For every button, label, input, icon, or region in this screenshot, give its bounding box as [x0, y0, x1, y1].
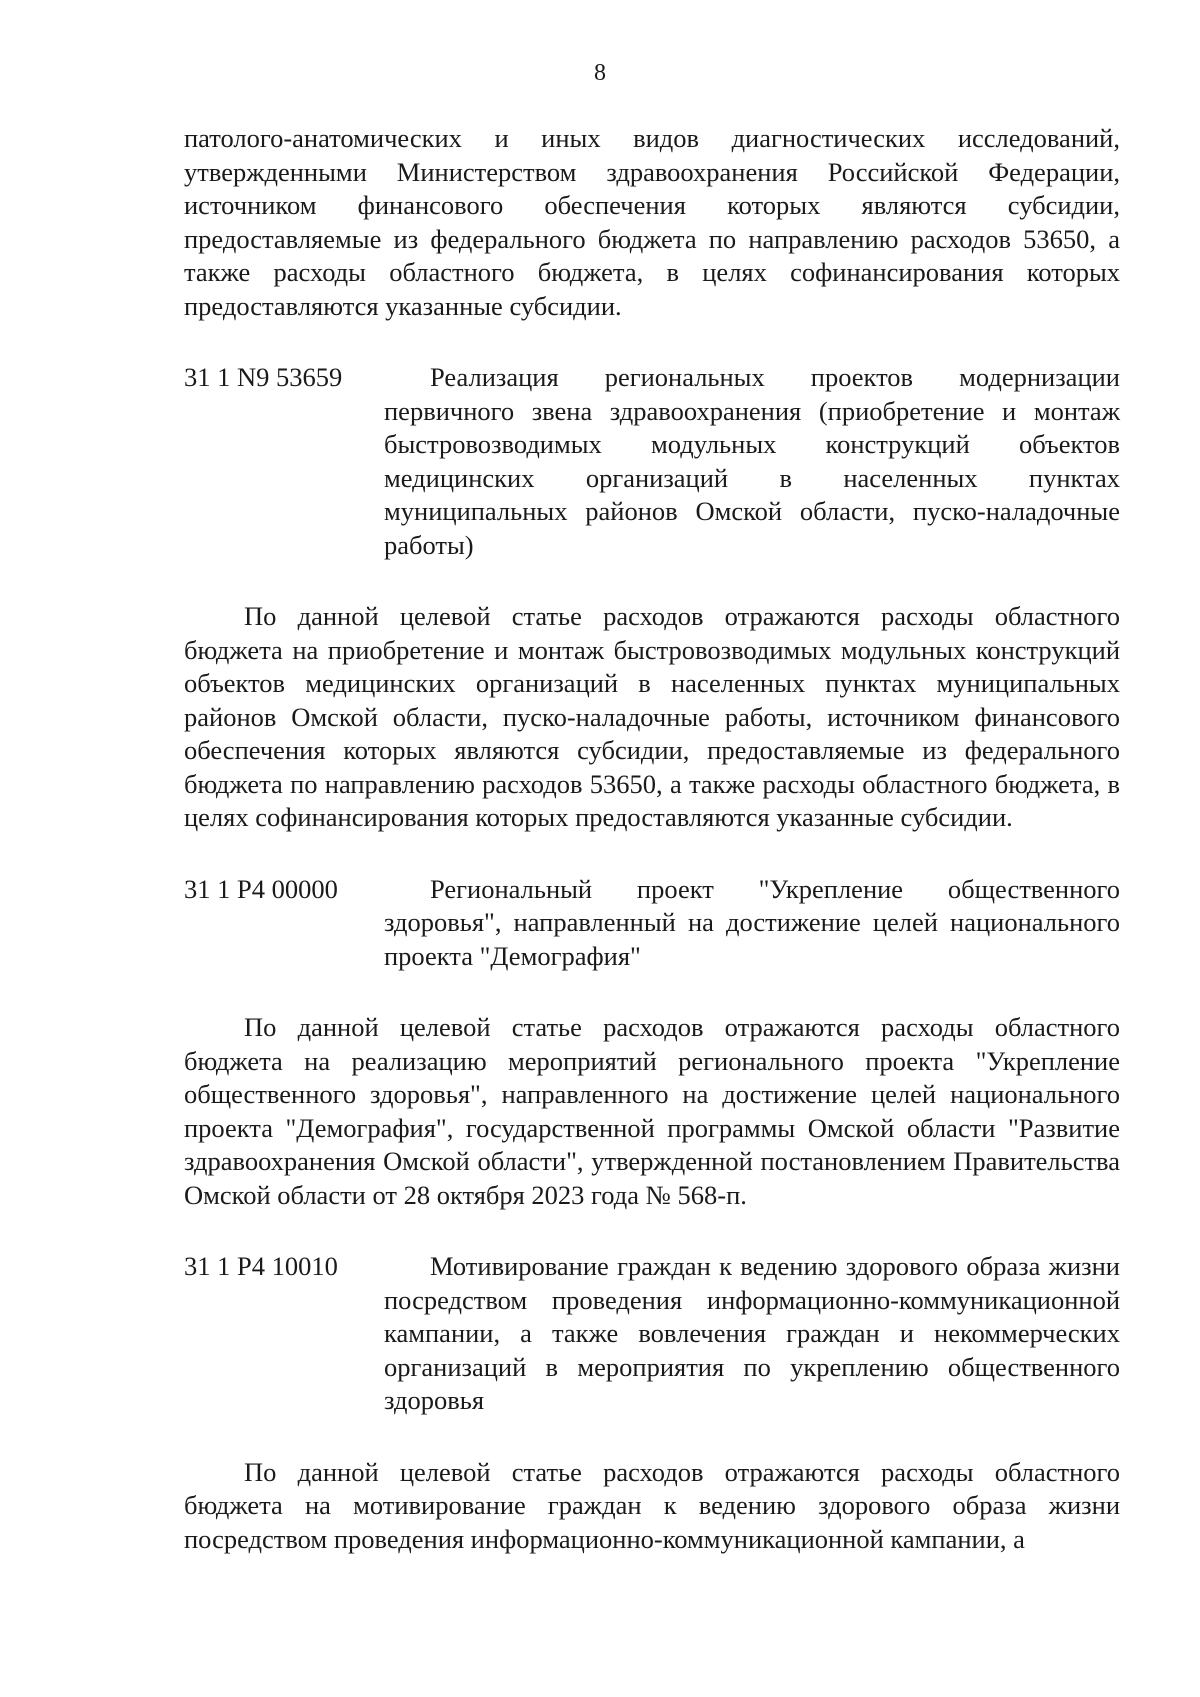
entry-code: 31 1 N9 53659 — [184, 362, 343, 392]
entry-title: Реализация региональных проектов модернизации первичного звена здравоохранения (приобретение и монтаж быстровозводимых модульных конструкций объектов медицинских организаций в населенных пунктах муниципальных районов Омской области, пуско-наладочные работы) — [384, 362, 1120, 560]
entry-description: По данной целевой статье расходов отражаются расходы областного бюджета на мотивирование граждан к ведению здорового образа жизни посредством проведения информационно-коммуникационной кампании, а — [184, 1456, 1120, 1554]
entry-title: Региональный проект "Укрепление общественного здоровья", направленный на достижение целей национального проекта "Демография" — [384, 873, 1120, 971]
entry-title: Мотивирование граждан к ведению здорового образа жизни посредством проведения информационно-коммуникационной кампании, а также вовлечения граждан и некоммерческих организаций в мероприятия по укреплению общественного здоровья — [384, 1251, 1120, 1415]
budget-entry — [184, 361, 1120, 562]
entry-description: По данной целевой статье расходов отражаются расходы областного бюджета на приобретение и монтаж быстровозводимых модульных конструкций объектов медицинских организаций в населенных пунктах муниципальных районов Омской области, пуско-наладочные работы, источником финансового обеспечения которых являются субсидии, предоставляемые из федерального бюджета по направлению расходов 53650, а также расходы областного бюджета, в целях софинансирования которых предоставляются указанные субсидии. — [184, 601, 1120, 832]
page-number: 8 — [594, 60, 606, 86]
budget-entry — [184, 873, 1120, 974]
document-body — [184, 122, 1120, 1556]
entry-description: По данной целевой статье расходов отражаются расходы областного бюджета на реализацию мероприятий регионального проекта "Укрепление общественного здоровья", направленного на достижение целей национального проекта "Демография", государственной программы Омской области "Развитие здравоохранения Омской области", утвержденной постановлением Правительства Омской области от 28 октября 2023 года № 568-п. — [184, 1012, 1120, 1210]
intro-paragraph: патолого-анатомических и иных видов диагностических исследований, утвержденными Министерством здравоохранения Российской Федерации, источником финансового обеспечения которых являются субсидии, предоставляемые из федерального бюджета по направлению расходов 53650, а также расходы областного бюджета, в целях софинансирования которых предоставляются указанные субсидии. — [184, 123, 1120, 321]
entry-code: 31 1 P4 10010 — [184, 1251, 338, 1281]
entry-code: 31 1 P4 00000 — [184, 873, 338, 904]
budget-entry — [184, 1250, 1120, 1418]
